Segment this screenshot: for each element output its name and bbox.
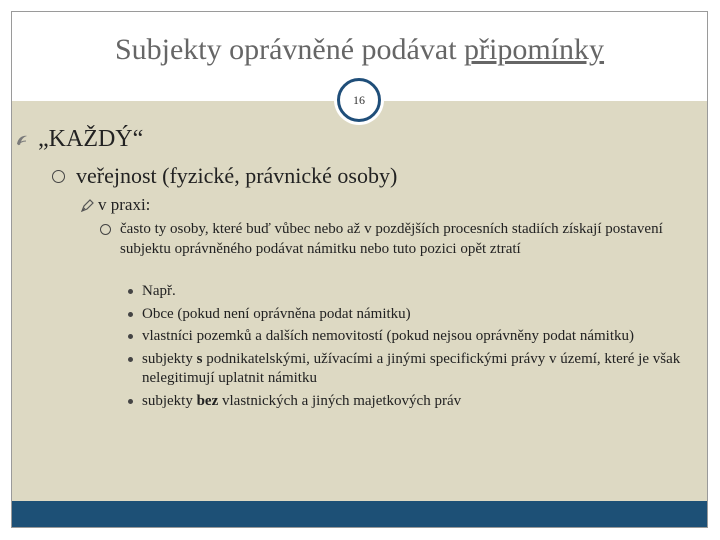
pen-nib-icon (80, 199, 94, 213)
dot-icon (128, 357, 133, 362)
hollow-circle-icon (52, 170, 65, 183)
level4-text: často ty osoby, které buď vůbec nebo až v pozdějších procesních stadiích získají postavení subjektu oprávněného podávat námitku nebo tuto pozici opět ztratí (120, 221, 663, 257)
list-item (142, 350, 682, 389)
hollow-circle-icon (100, 224, 111, 235)
level2-text: veřejnost (fyzické, právnické osoby) (76, 163, 398, 188)
list-item (142, 327, 682, 347)
bullet-level4 (120, 220, 680, 259)
bullet-level2 (76, 163, 397, 189)
list-item (142, 282, 682, 302)
slide-number: 16 (353, 92, 365, 107)
list-item-text: subjekty (142, 392, 197, 409)
level1-text: „KAŽDÝ“ (38, 126, 144, 152)
list-item-emphasis: s (196, 350, 203, 367)
dot-icon (128, 334, 133, 339)
decorative-swirl-icon (16, 134, 28, 146)
list-item-text: podnikatelskými, užívacími a jinými specifickými právy v území, které je však nelegitimují uplatnit námitku (142, 350, 681, 386)
bullet-level3 (98, 195, 150, 215)
list-item-text: Např. (142, 283, 176, 299)
title-text: Subjekty oprávněné podávat (114, 33, 465, 66)
list-item-text: vlastníci pozemků a dalších nemovitostí (pokud nejsou oprávněny podat námitku) (142, 328, 634, 344)
dot-icon (128, 289, 133, 294)
list-item-text: subjekty (142, 350, 197, 367)
level3-text: v praxi: (98, 195, 151, 214)
examples-list (142, 282, 682, 411)
dot-icon (128, 399, 133, 404)
list-item-text: vlastnických a jiných majetkových práv (218, 392, 462, 409)
dot-icon (128, 312, 133, 317)
bullet-level1 (38, 126, 143, 153)
list-item (142, 392, 682, 412)
list-item (142, 305, 682, 325)
footer-bar (12, 501, 707, 527)
list-item-text: Obce (pokud není oprávněna podat námitku) (142, 305, 411, 322)
list-item-emphasis: bez (196, 392, 219, 409)
title-underlined-text: připomínky (464, 33, 605, 66)
